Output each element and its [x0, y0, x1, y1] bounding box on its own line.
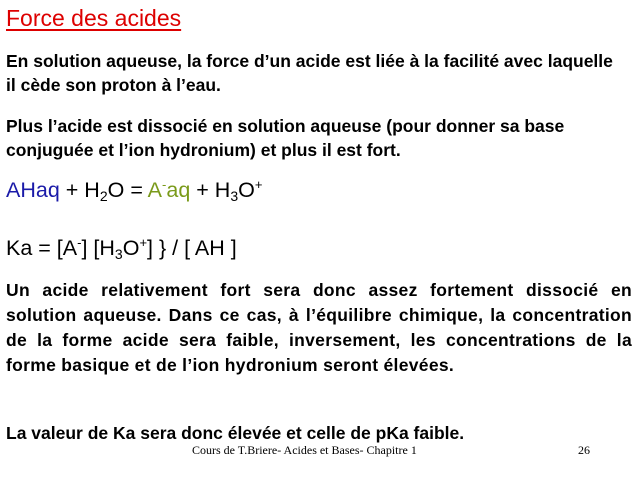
- ka-part: ] [H: [81, 236, 115, 260]
- acid-species: AHaq: [6, 178, 60, 202]
- paragraph-conclusion: La valeur de Ka sera donc élevée et celle de pKa faible.: [6, 423, 465, 443]
- base-state: aq: [166, 178, 191, 202]
- dissociation-equation: [6, 178, 262, 203]
- paragraph-definition: En solution aqueuse, la force d’un acide est liée à la facilité avec laquelle il cède son proton à l’eau.: [6, 51, 613, 95]
- base-symbol: A: [147, 178, 163, 202]
- ka-part: Ka = [A: [6, 236, 78, 260]
- equation-part: O: [238, 178, 255, 202]
- a-charge: -: [77, 235, 82, 250]
- slide-title: Force des acides: [6, 5, 182, 31]
- subscript-3: 3: [230, 188, 239, 204]
- paragraph-strong-acid: Un acide relativement fort sera donc assez fortement dissocié en solution aqueuse. Dans ce cas, à l’équilibre chimique, la concentration de la forme acide sera faible, inversement, les concentrations de la forme basique et de l’ion hydronium seront élevées.: [6, 280, 632, 375]
- equation-part: + H: [59, 178, 100, 202]
- equation-part: + H: [190, 178, 231, 202]
- ka-part: ] } / [ AH ]: [147, 236, 237, 260]
- base-species: [148, 178, 191, 202]
- ka-expression: [6, 236, 237, 261]
- page-number: 26: [578, 443, 590, 457]
- equation-part: O =: [107, 178, 148, 202]
- subscript-2: 2: [99, 188, 108, 204]
- base-charge: -: [162, 177, 167, 192]
- o-charge: +: [139, 235, 148, 250]
- h3-subscript: 3: [114, 246, 123, 262]
- ka-part: O: [122, 236, 140, 260]
- footer-course: Cours de T.Briere- Acides et Bases- Chapitre 1: [192, 443, 417, 457]
- paragraph-dissociation: Plus l’acide est dissocié en solution aqueuse (pour donner sa base conjuguée et l’ion hydronium) et plus il est fort.: [6, 116, 565, 160]
- hydronium-charge: +: [254, 177, 263, 192]
